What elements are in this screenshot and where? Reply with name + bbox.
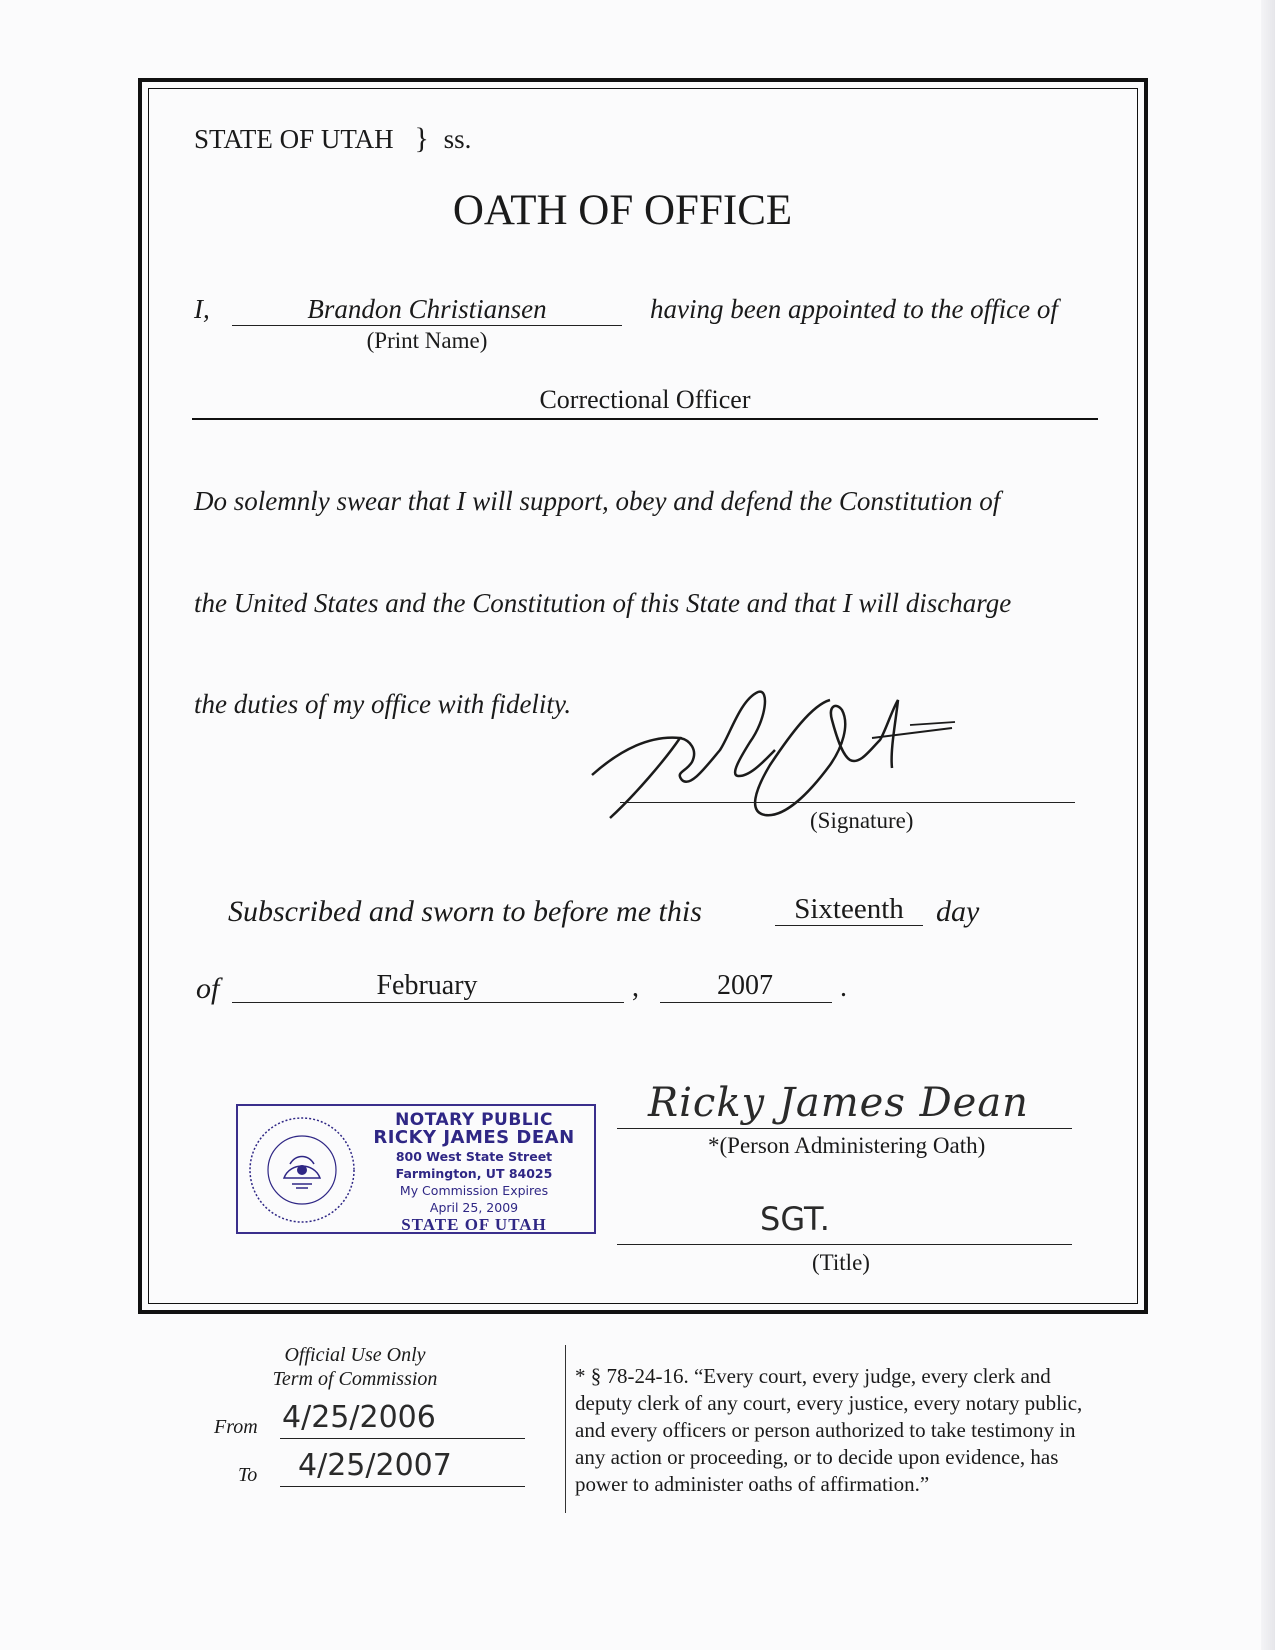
- signature-line: [620, 802, 1075, 803]
- stamp-line-7: STATE OF UTAH: [401, 1215, 547, 1234]
- print-name-label: (Print Name): [366, 328, 488, 353]
- brace: }: [414, 122, 429, 155]
- print-name-value: Brandon Christiansen: [307, 294, 547, 324]
- pronoun-i: I,: [194, 294, 210, 324]
- stamp-line-6: April 25, 2009: [429, 1200, 519, 1215]
- month-value: February: [376, 970, 478, 1001]
- period: .: [840, 972, 847, 1003]
- title-label: (Title): [812, 1250, 870, 1275]
- from-date: 4/25/2006: [282, 1400, 436, 1435]
- notary-stamp: [236, 1104, 596, 1234]
- administrator-signature: Ricky James Dean: [648, 1080, 1029, 1126]
- footer-divider: [565, 1345, 566, 1513]
- administrator-title-value: SGT.: [760, 1200, 830, 1238]
- print-name-line: [232, 325, 622, 326]
- year-line: [660, 1002, 832, 1003]
- subscribed-text: Subscribed and sworn to before me this: [228, 895, 702, 928]
- stamp-line-5: My Commission Expires: [399, 1183, 549, 1198]
- stamp-line-4: Farmington, UT 84025: [395, 1166, 553, 1181]
- oath-text-line-2: the United States and the Constitution of this State and that I will discharge: [194, 588, 1012, 618]
- of-label: of: [196, 972, 220, 1005]
- day-value: Sixteenth: [794, 893, 904, 925]
- comma: ,: [632, 972, 639, 1003]
- stamp-line-2: RICKY JAMES DEAN: [373, 1127, 575, 1148]
- day-line: [775, 925, 923, 926]
- stamp-line-1: NOTARY PUBLIC: [395, 1110, 553, 1130]
- administrator-line: [617, 1128, 1072, 1129]
- ss-label: ss.: [443, 124, 472, 154]
- office-value: Correctional Officer: [539, 385, 751, 414]
- appointed-text: having been appointed to the office of: [650, 294, 1058, 324]
- term-of-commission-heading: Term of Commission: [272, 1368, 438, 1390]
- footnote-line-3: and every officers or person authorized to take testimony in: [575, 1418, 1076, 1442]
- state-heading: [194, 122, 471, 156]
- stamp-line-3: 800 West State Street: [395, 1149, 553, 1164]
- state-line: STATE OF UTAH: [194, 124, 394, 154]
- oath-text-line-1: Do solemnly swear that I will support, obey and defend the Constitution of: [194, 486, 1001, 516]
- month-line: [232, 1002, 624, 1003]
- to-label: To: [238, 1464, 258, 1486]
- from-label: From: [214, 1416, 258, 1438]
- year-value: 2007: [717, 970, 773, 1001]
- page-edge: [1261, 0, 1275, 1650]
- to-line: [280, 1486, 525, 1487]
- to-date: 4/25/2007: [298, 1448, 452, 1483]
- official-use-heading: Official Use Only: [284, 1344, 426, 1366]
- from-line: [280, 1438, 525, 1439]
- footnote-line-2: deputy clerk of any court, every justice, every notary public,: [575, 1391, 1083, 1415]
- office-line: [192, 418, 1098, 420]
- title-line: [617, 1244, 1072, 1245]
- footnote-line-1: * § 78-24-16. “Every court, every judge, every clerk and: [575, 1364, 1051, 1388]
- footnote-line-5: power to administer oaths of affirmation.”: [575, 1472, 930, 1496]
- document-title: OATH OF OFFICE: [452, 187, 793, 234]
- administrator-label: *(Person Administering Oath): [708, 1133, 986, 1158]
- footnote-line-4: any action or proceeding, or to decide upon evidence, has: [575, 1445, 1059, 1469]
- day-label: day: [936, 895, 980, 928]
- signature-label: (Signature): [810, 808, 914, 833]
- state-seal-icon: [246, 1114, 358, 1226]
- oath-text-line-3: the duties of my office with fidelity.: [194, 689, 572, 719]
